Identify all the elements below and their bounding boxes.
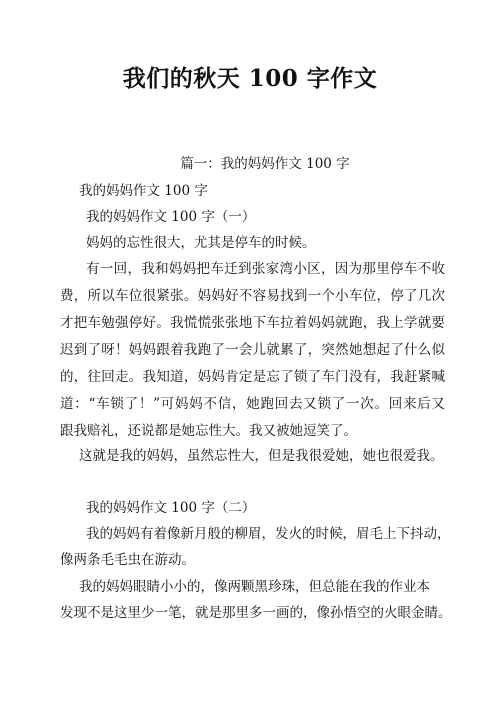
paragraph-line: 跟我赔礼，还说都是她忘性大。我又被她逗笑了。	[60, 423, 357, 439]
intro-heading: 我的妈妈作文 100 字	[79, 183, 208, 199]
part1-heading: 我的妈妈作文 100 字（一）	[86, 209, 256, 225]
paragraph-line: 费，所以车位很紧张。妈妈好不容易找到一个小车位，停了几次	[60, 288, 445, 304]
paragraph-line: 我的妈妈眼睛小小的，像两颗黑珍珠，但总能在我的作业本	[79, 579, 430, 595]
section-heading: 篇一：我的妈妈作文 100 字	[180, 156, 350, 172]
paragraph-line: 这就是我的妈妈，虽然忘性大，但是我很爱她，她也很爱我。	[79, 448, 444, 464]
document-title: 我们的秋天 100 字作文	[122, 65, 378, 92]
paragraph-line: 才把车勉强停好。我慌慌张张地下车拉着妈妈就跑，我上学就要	[60, 315, 445, 331]
paragraph-line: 妈妈的忘性很大，尤其是停车的时候。	[86, 235, 316, 251]
paragraph-line: 我的妈妈有着像新月般的柳眉，发火的时候，眉毛上下抖动，	[86, 526, 451, 542]
part2-heading: 我的妈妈作文 100 字（二）	[86, 500, 256, 516]
paragraph-line: 像两条毛毛虫在游动。	[60, 552, 195, 568]
paragraph-line: 发现不是这里少一笔，就是那里多一画的，像孙悟空的火眼金睛。	[60, 605, 452, 621]
paragraph-line: 的，往回走。我知道，妈妈肯定是忘了锁了车门没有，我赶紧喊	[60, 369, 445, 385]
paragraph-line: 迟到了呀！妈妈跟着我跑了一会儿就累了，突然她想起了什么似	[60, 342, 445, 358]
paragraph-line: 道：“车锁了！”可妈妈不信，她跑回去又锁了一次。回来后又	[60, 396, 445, 412]
paragraph-line: 有一回，我和妈妈把车迁到张家湾小区，因为那里停车不收	[86, 261, 445, 277]
